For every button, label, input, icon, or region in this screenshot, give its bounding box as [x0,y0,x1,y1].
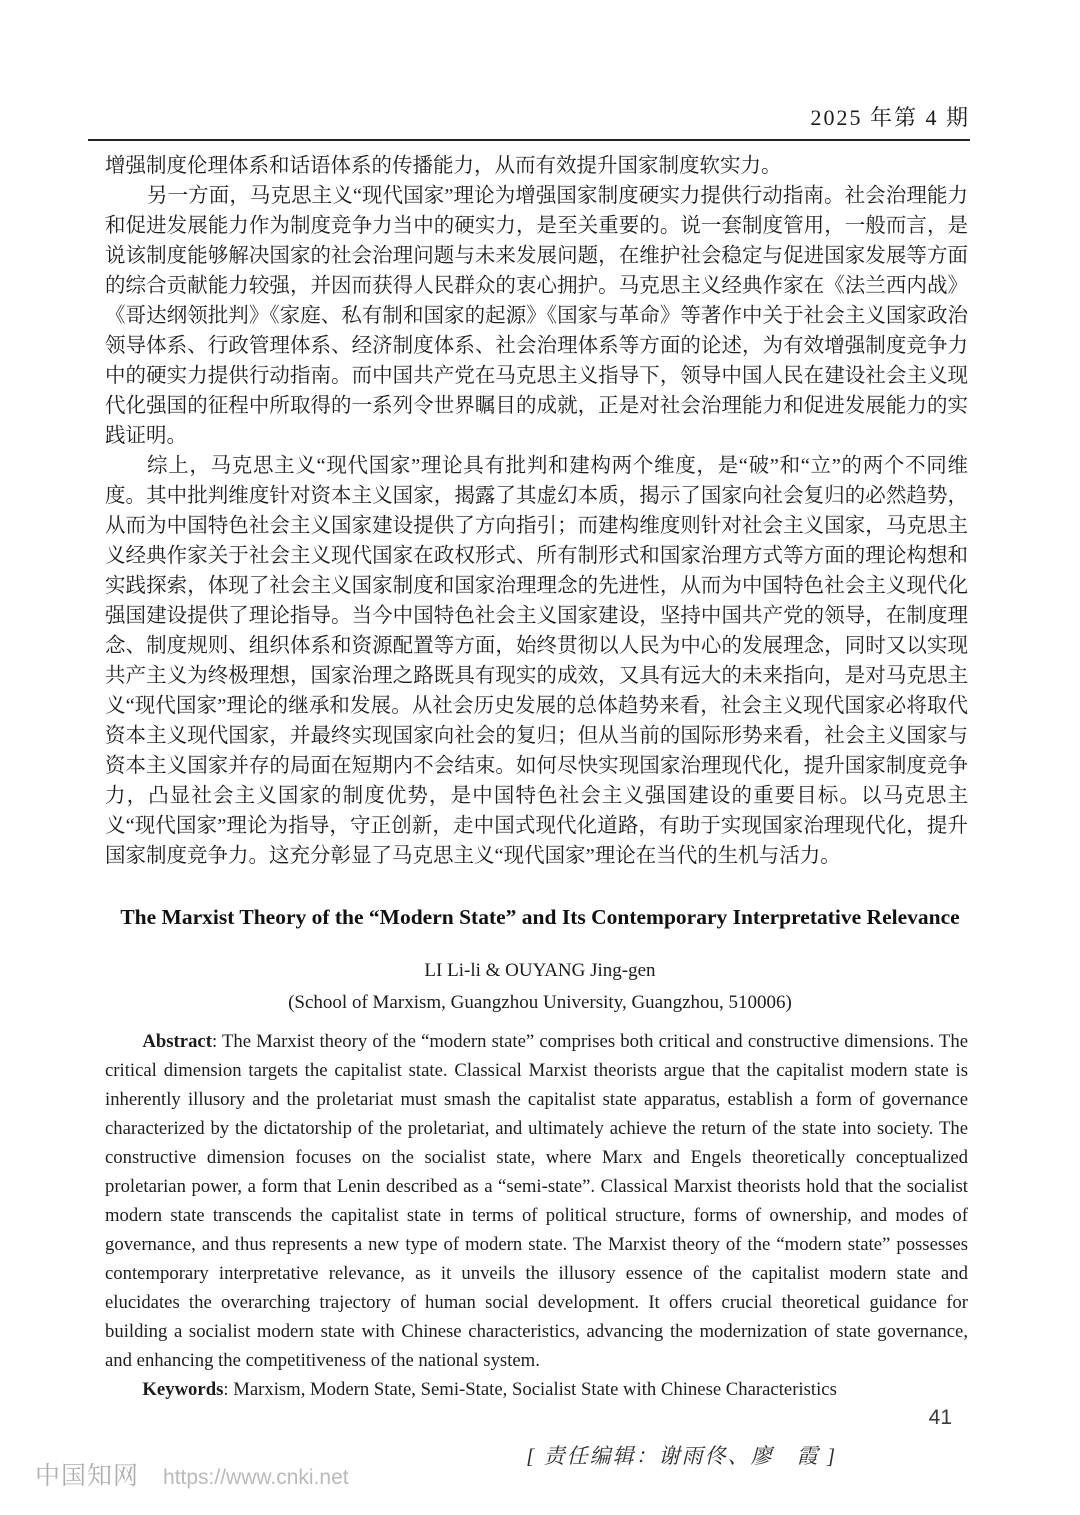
page-header [88,104,970,141]
abstract-paragraph [105,1027,968,1375]
paragraph-continuation: 增强制度伦理体系和话语体系的传播能力，从而有效提升国家制度软实力。 [105,155,782,177]
english-title: The Marxist Theory of the “Modern State” and Its Contemporary Interpretative Relevance [120,905,960,929]
abstract-label: Abstract [142,1031,212,1052]
cnki-watermark [35,1456,349,1492]
keywords-label: Keywords [142,1379,224,1400]
abstract-text: : The Marxist theory of the “modern state” comprises both critical and constructive dimensions. The critical dimension targets the capitalist state. Classical Marxist theorists argue that the capitalist modern state is inherently illusory and the proletariat must smash the capitalist state apparatus, establish a form of governance characterized by the dictatorship of the proletariat, and ultimately achieve the return of the state into society. The constructive dimension focuses on the socialist state, where Marx and Engels theoretically conceptualized proletarian power, a form that Lenin described as a “semi-state”. Classical Marxist theorists hold that the socialist modern state transcends the capitalist state in terms of political structure, forms of ownership, and modes of governance, and thus represents a new type of modern state. The Marxist theory of the “modern state” possesses contemporary interpretative relevance, as it unveils the illusory essence of the capitalist modern state and elucidates the overarching trajectory of human social development. It offers crucial theoretical guidance for building a socialist modern state with Chinese characteristics, advancing the modernization of state governance, and enhancing the competitiveness of the national system. [105,1031,968,1371]
page-number: 41 [928,1406,952,1429]
paragraph-conclusion: 综上，马克思主义“现代国家”理论具有批判和建构两个维度，是“破”和“立”的两个不同维度。其中批判维度针对资本主义国家，揭露了其虚幻本质，揭示了国家向社会复归的必然趋势，从而为中国特色社会主义国家建设提供了方向指引；而建构维度则针对社会主义国家，马克思主义经典作家关于社会主义现代国家在政权形式、所有制形式和国家治理方式等方面的理论构想和实践探索，体现了社会主义国家制度和国家治理理念的先进性，从而为中国特色社会主义现代化强国建设提供了理论指导。当今中国特色社会主义国家建设，坚持中国共产党的领导，在制度理念、制度规则、组织体系和资源配置等方面，始终贯彻以人民为中心的发展理念，同时又以实现共产主义为终极理想，国家治理之路既具有现实的成效，又具有远大的未来指向，是对马克思主义“现代国家”理论的继承和发展。从社会历史发展的总体趋势来看，社会主义现代国家必将取代资本主义现代国家，并最终实现国家向社会的复归；但从当前的国际形势来看，社会主义国家与资本主义国家并存的局面在短期内不会结束。如何尽快实现国家治理现代化，提升国家制度竞争力，凸显社会主义国家的制度优势，是中国特色社会主义强国建设的重要目标。以马克思主义“现代国家”理论为指导，守正创新，走中国式现代化道路，有助于实现国家治理现代化，提升国家制度竞争力。这充分彰显了马克思主义“现代国家”理论在当代的生机与活力。 [105,455,968,867]
affiliation-line: (School of Marxism, Guangzhou University, Guangzhou, 510006) [288,992,792,1013]
authors-line: LI Li-li & OUYANG Jing-gen [424,960,656,981]
paragraph-action-guide: 另一方面，马克思主义“现代国家”理论为增强国家制度硬实力提供行动指南。社会治理能力和促进发展能力作为制度竞争力当中的硬实力，是至关重要的。说一套制度管用，一般而言，是说该制度能够解决国家的社会治理问题与未来发展问题，在维护社会稳定与促进国家发展等方面的综合贡献能力较强，并因而获得人民群众的衷心拥护。马克思主义经典作家在《法兰西内战》《哥达纲领批判》《家庭、私有制和国家的起源》《国家与革命》等著作中关于社会主义国家政治领导体系、行政管理体系、经济制度体系、社会治理体系等方面的论述，为有效增强制度竞争力中的硬实力提供行动指南。而中国共产党在马克思主义指导下，领导中国人民在建设社会主义现代化强国的征程中所取得的一系列令世界瞩目的成就，正是对社会治理能力和促进发展能力的实践证明。 [105,185,968,447]
chinese-body [105,151,968,871]
header-rule [88,139,970,141]
issue-label: 2025 年第 4 期 [810,105,970,130]
english-abstract-block [105,1027,968,1404]
keywords-line [105,1375,968,1404]
keywords-text: : Marxism, Modern State, Semi-State, Socialist State with Chinese Characteristics [223,1379,837,1400]
cnki-url: https://www.cnki.net [163,1466,349,1489]
cnki-brand-label: 中国知网 [35,1462,140,1490]
responsible-editor-note: [ 责任编辑：谢雨佟、廖 霞 ] [526,1444,837,1468]
